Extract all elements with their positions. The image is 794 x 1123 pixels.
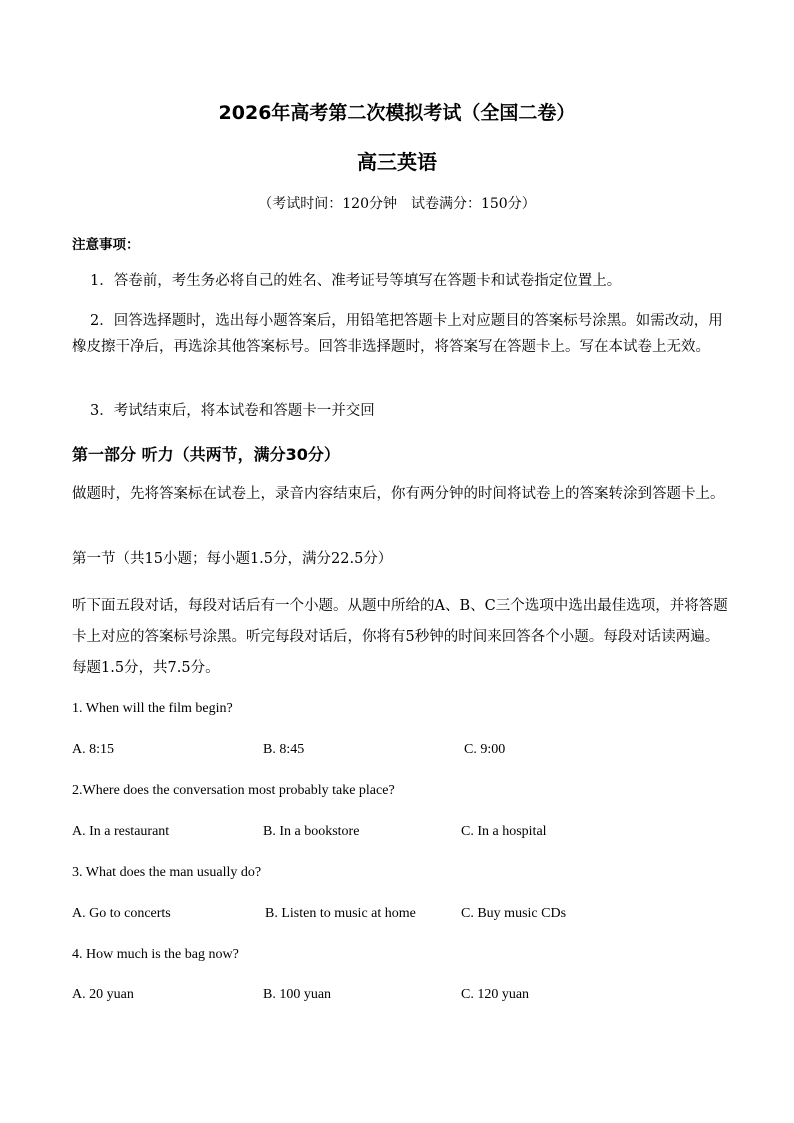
part-one-intro: 做题时，先将答案标在试卷上，录音内容结束后，你有两分钟的时间将试卷上的答案转涂到答题卡上。	[72, 486, 725, 502]
question-4-option-a: A. 20 yuan	[72, 987, 134, 1002]
question-1-option-a: A. 8:15	[72, 742, 114, 757]
question-2-option-a: A. In a restaurant	[72, 824, 170, 839]
question-1-stem: 1. When will the film begin?	[72, 701, 233, 716]
question-2-option-c: C. In a hospital	[461, 824, 547, 839]
part-one-heading: 第一部分 听力（共两节，满分30分）	[72, 445, 340, 464]
section-one-instructions: 听下面五段对话，每段对话后有一个小题。从题中所给的A、B、C三个选项中选出最佳选项，并将答题卡上对应的答案标号涂黑。听完每段对话后，你将有5秒钟的时间来回答各个小题。每段对话读两遍。每题1.5分，共7.5分。	[72, 598, 728, 676]
exam-title: 2026年高考第二次模拟考试（全国二卷）	[218, 102, 576, 124]
notice-item-3: 3．考试结束后，将本试卷和答题卡一并交回	[90, 403, 375, 419]
notice-item-1: 1．答卷前，考生务必将自己的姓名、准考证号等填写在答题卡和试卷指定位置上。	[90, 273, 622, 289]
question-2-stem: 2.Where does the conversation most probably take place?	[72, 783, 395, 798]
question-4-option-c: C. 120 yuan	[461, 987, 530, 1002]
question-3-option-c: C. Buy music CDs	[461, 906, 567, 921]
section-one-heading: 第一节（共15小题；每小题1.5分，满分22.5分）	[72, 551, 393, 567]
notice-heading: 注意事项：	[72, 237, 140, 253]
question-2-option-b: B. In a bookstore	[263, 824, 360, 839]
subject-title: 高三英语	[357, 150, 437, 174]
notice-item-2: 2．回答选择题时，选出每小题答案后，用铅笔把答题卡上对应题目的答案标号涂黑。如需改动，用橡皮擦干净后，再选涂其他答案标号。回答非选择题时，将答案写在答题卡上。写在本试卷上无效。	[72, 313, 723, 355]
question-4-stem: 4. How much is the bag now?	[72, 947, 239, 962]
question-1-option-c: C. 9:00	[464, 742, 506, 757]
exam-info: （考试时间：120分钟 试卷满分：150分）	[258, 196, 536, 212]
question-3-stem: 3. What does the man usually do?	[72, 865, 262, 880]
question-3-option-b: B. Listen to music at home	[265, 906, 416, 921]
question-4-option-b: B. 100 yuan	[263, 987, 332, 1002]
question-3-option-a: A. Go to concerts	[72, 906, 171, 921]
question-1-option-b: B. 8:45	[263, 742, 305, 757]
